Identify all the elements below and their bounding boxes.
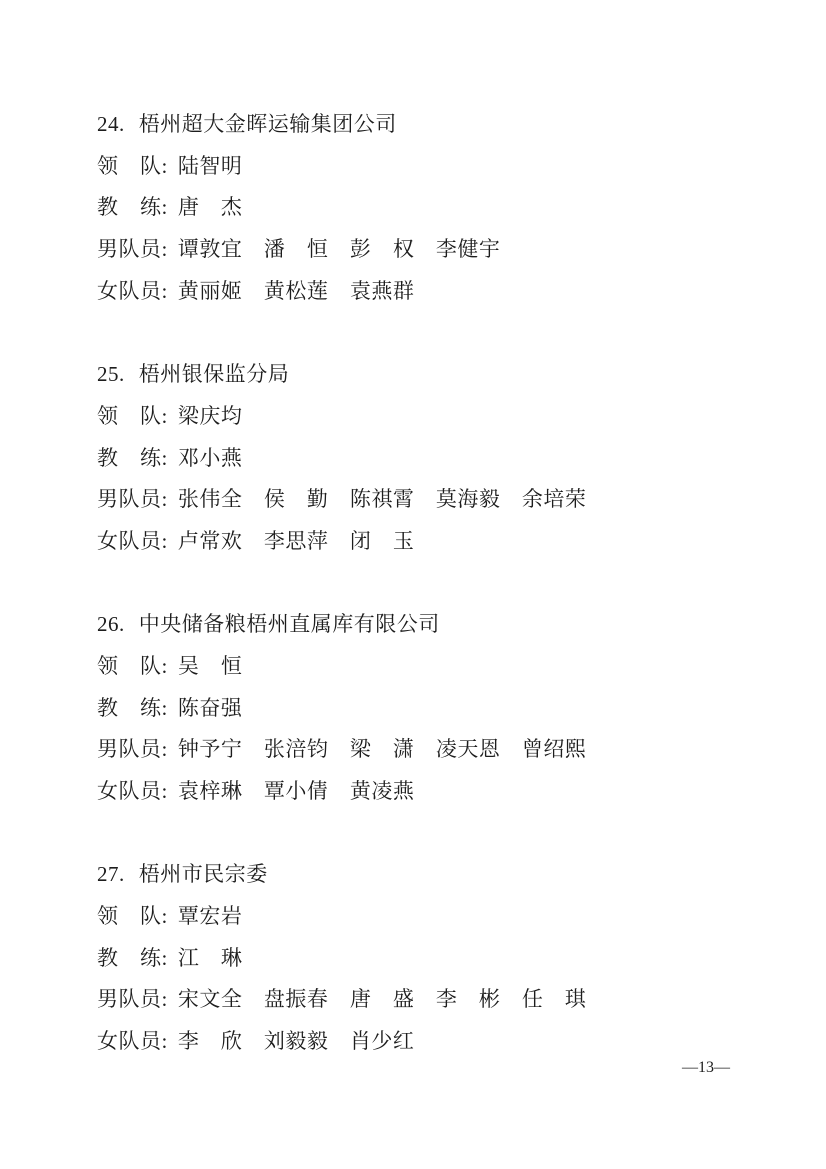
male-members-row: [97, 729, 786, 771]
female-members-label: 女队员:: [97, 1029, 168, 1054]
team-name: 中央储备粮梧州直属库有限公司: [138, 612, 440, 637]
team-number: 26.: [97, 612, 125, 637]
coach-label: 教 练:: [97, 195, 168, 220]
team-title: [97, 604, 786, 646]
team-title: [97, 354, 786, 396]
male-members-list: 钟予宁 张涪钧 梁 潇 凌天恩 曾绍熙: [177, 737, 587, 762]
female-members-row: [97, 521, 786, 563]
leader-label: 领 队:: [97, 403, 168, 428]
team-section-26: [97, 604, 786, 812]
coach-name: 江 琳: [177, 945, 243, 970]
female-members-row: [97, 271, 786, 313]
leader-row: [97, 896, 786, 938]
leader-name: 陆智明: [177, 153, 243, 178]
male-members-row: [97, 979, 786, 1021]
female-members-row: [97, 771, 786, 813]
female-members-row: [97, 1021, 786, 1063]
female-members-label: 女队员:: [97, 278, 168, 303]
coach-label: 教 练:: [97, 945, 168, 970]
male-members-list: 谭敦宜 潘 恒 彭 权 李健宇: [177, 237, 501, 262]
female-members-list: 袁梓琳 覃小倩 黄凌燕: [177, 779, 415, 803]
male-members-label: 男队员:: [97, 737, 168, 762]
page-number: —13—: [682, 1059, 730, 1076]
team-name: 梧州银保监分局: [138, 362, 290, 387]
female-members-list: 卢常欢 李思萍 闭 玉: [177, 528, 415, 553]
team-number: 25.: [97, 362, 125, 387]
leader-row: [97, 146, 786, 188]
coach-name: 唐 杰: [177, 195, 243, 220]
leader-name: 吴 恒: [177, 653, 243, 678]
coach-row: [97, 438, 786, 480]
female-members-label: 女队员:: [97, 528, 168, 553]
leader-label: 领 队:: [97, 653, 168, 678]
leader-row: [97, 646, 786, 688]
leader-label: 领 队:: [97, 904, 168, 929]
coach-label: 教 练:: [97, 445, 168, 470]
male-members-label: 男队员:: [97, 487, 168, 512]
male-members-label: 男队员:: [97, 987, 168, 1012]
team-number: 27.: [97, 862, 125, 887]
coach-name: 邓小燕: [177, 445, 243, 470]
leader-label: 领 队:: [97, 153, 168, 178]
male-members-row: [97, 479, 786, 521]
coach-label: 教 练:: [97, 695, 168, 720]
team-name: 梧州超大金晖运输集团公司: [138, 112, 397, 136]
team-name: 梧州市民宗委: [138, 862, 268, 887]
coach-name: 陈奋强: [177, 695, 243, 720]
female-members-list: 李 欣 刘毅毅 肖少红: [177, 1029, 415, 1054]
team-title: [97, 854, 786, 896]
team-section-24: [97, 104, 786, 312]
male-members-list: 张伟全 侯 勤 陈祺霄 莫海毅 余培荣: [177, 487, 587, 512]
leader-name: 梁庆均: [177, 403, 243, 428]
team-section-27: [97, 854, 786, 1062]
leader-row: [97, 396, 786, 438]
team-number: 24.: [97, 112, 125, 136]
male-members-list: 宋文全 盘振春 唐 盛 李 彬 任 琪: [177, 987, 587, 1012]
coach-row: [97, 688, 786, 730]
team-title: [97, 104, 786, 146]
coach-row: [97, 938, 786, 980]
female-members-label: 女队员:: [97, 779, 168, 803]
team-section-25: [97, 354, 786, 562]
female-members-list: 黄丽姬 黄松莲 袁燕群: [177, 278, 415, 303]
male-members-label: 男队员:: [97, 237, 168, 262]
page-content: [97, 104, 786, 1105]
coach-row: [97, 187, 786, 229]
male-members-row: [97, 229, 786, 271]
leader-name: 覃宏岩: [177, 904, 243, 929]
